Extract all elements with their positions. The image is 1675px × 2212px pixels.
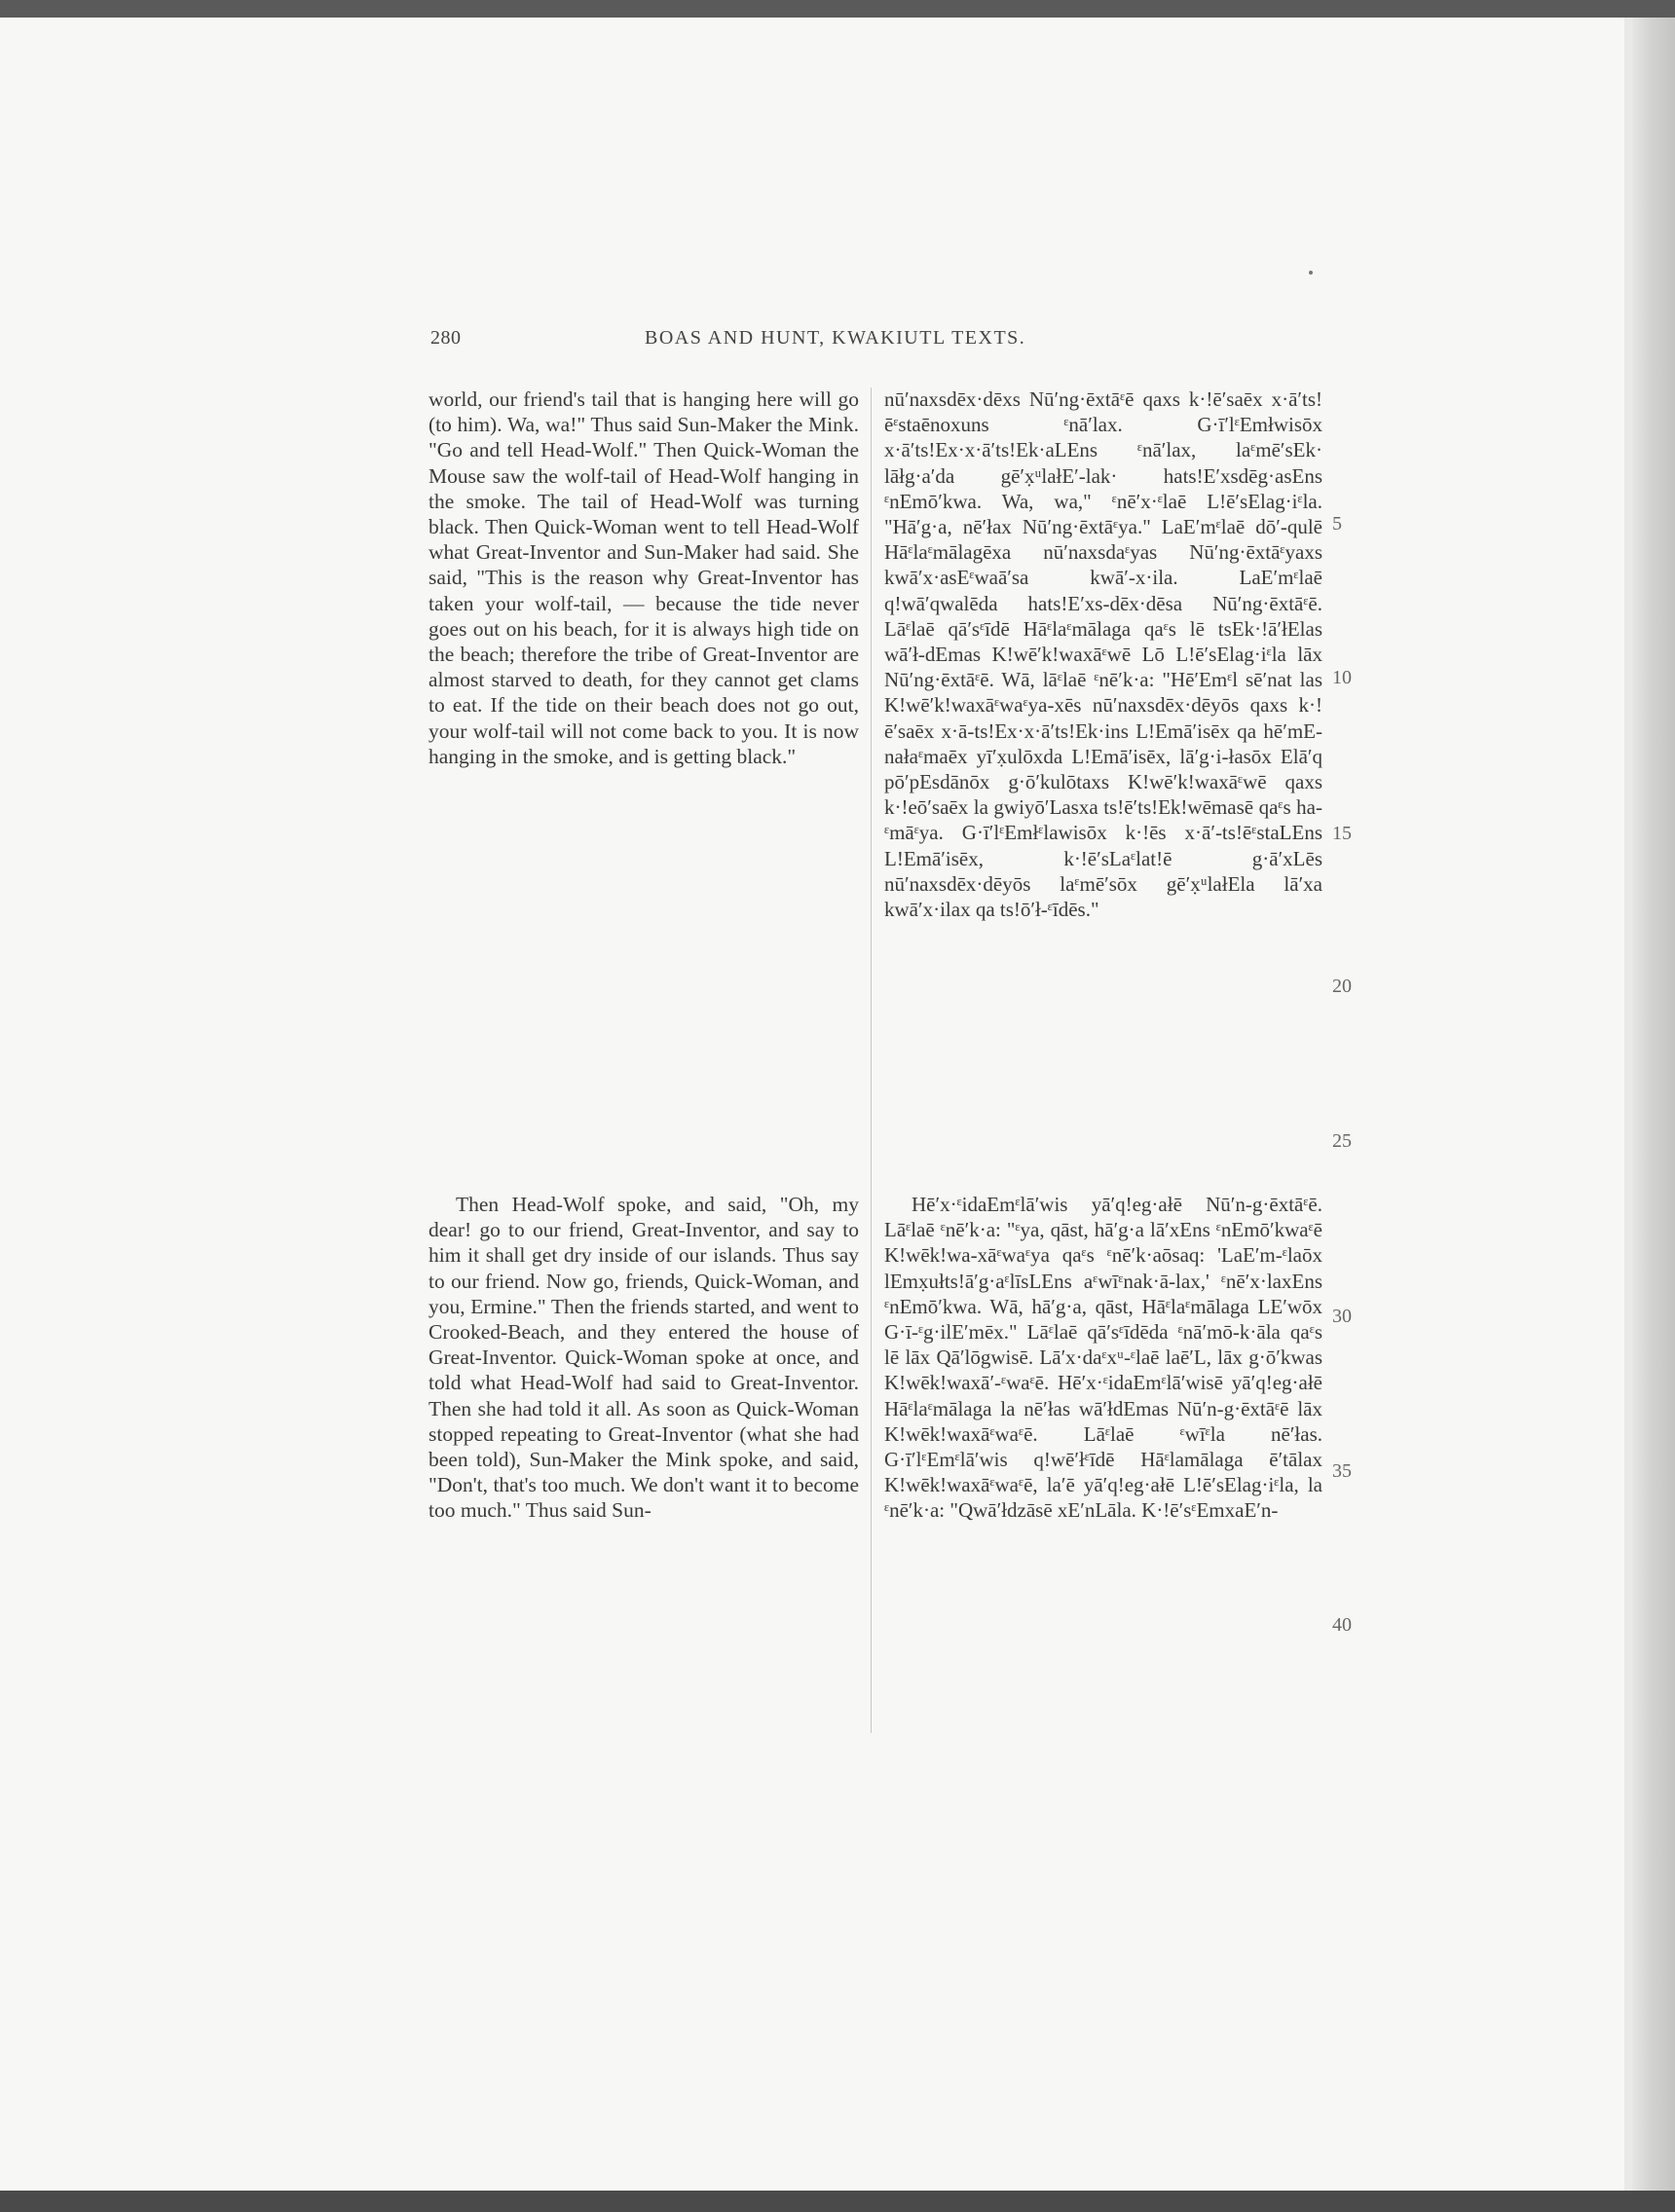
scan-speck: [1309, 271, 1313, 275]
line-number: 30: [1332, 1306, 1352, 1327]
line-number: 35: [1332, 1460, 1352, 1482]
english-paragraph-1: world, our friend's tail that is hanging here will go (to him). Wa, wa!" Thus said Sun-Maker the Mink. "Go and tell Head-Wolf." Then Quick-Woman the Mouse saw the wolf-tail of Head-Wolf hanging in the smoke. The tail of Head-Wolf was turning black. Then Quick-Woman went to tell Head-Wolf what Great-Inventor and Sun-Maker had said. She said, "This is the reason why Great-Inventor has taken your wolf-tail, — because the tide never goes out on his beach, for it is always high tide on the beach; therefore the tribe of Great-Inventor are almost starved to death, for they cannot get clams to eat. If the tide on their beach does not go out, your wolf-tail will not come back to you. It is now hanging in the smoke, and is getting black.": [428, 387, 859, 768]
line-number: 20: [1332, 976, 1352, 997]
english-column-top: [428, 387, 859, 769]
kwakiutl-column-top: [884, 387, 1322, 922]
scan-border-top: [0, 0, 1675, 18]
line-number: 25: [1332, 1130, 1352, 1152]
line-number: 10: [1332, 667, 1352, 688]
scan-border-bottom: [0, 2191, 1675, 2212]
kwakiutl-paragraph-2: Hē′x·ᵋidaEmᵋlā′wis yā′q!eg·ałē Nū′n-g·ēxtāᵋē. Lāᵋlaē ᵋnē′k·a: "ᵋya, qāst, hā′g·a lā′xEns ᵋnEmō′kwaᵋē K!wēk!wa-xāᵋwaᵋya qaᵋs ᵋnē′k·aōsaq: 'LaE′m-ᵋlaōx lEmx̣ułts!ā′g·aᵋlīsLEns aᵋwīᵋnak·ā-lax,' ᵋnē′x·laxEns ᵋnEmō′kwa. Wā, hā′g·a, qāst, Hāᵋlaᵋmālaga LE′wōx G·ī-ᵋg·ilE′mēx." Lāᵋlaē qā′sᵋīdēda ᵋnā′mō-k·āla qaᵋs lē lāx Qā′lōgwisē. Lā′x·daᵋxᵘ-ᵋlaē laē′L, lāx g·ō′kwas K!wēk!waxā′-ᵋwaᵋē. Hē′x·ᵋidaEmᵋlā′wisē yā′q!eg·ałē Hāᵋlaᵋmālaga la nē′łas wā′łdEmas Nū′n-g·ēxtāᵋē lāx K!wēk!waxāᵋwaᵋē. Lāᵋlaē ᵋwīᵋla nē′łas. G·ī′lᵋEmᵋlā′wis q!wē′łᵋīdē Hāᵋlamālaga ē′tālax K!wēk!waxāᵋwaᵋē, la′ē yā′q!eg·ałē L!ē′sElag·iᵋla, la ᵋnē′k·a: "Qwā′łdzāsē xE′nLāla. K·!ē′sᵋEmxaE′n-: [884, 1193, 1322, 1523]
line-number: 40: [1332, 1614, 1352, 1636]
kwakiutl-paragraph-1: nū′naxsdēx·dēxs Nū′ng·ēxtāᵋē qaxs k·!ē′saēx x·ā′ts!ēᵋstaēnoxuns ᵋnā′lax. G·ī′lᵋEmłwisōx x·ā′ts!Ex·x·ā′ts!Ek·aLEns ᵋnā′lax, laᵋmē′sEk· lāłg·a′da gē′x̣ᵘlałE′-lak· hats!E′xsdēg·asEns ᵋnEmō′kwa. Wa, wa," ᵋnē′x·ᵋlaē L!ē′sElag·iᵋla. "Hā′g·a, nē′łax Nū′ng·ēxtāᵋya." LaE′mᵋlaē dō′-qulē Hāᵋlaᵋmālagēxa nū′naxsdaᵋyas Nū′ng·ēxtāᵋyaxs kwā′x·asEᵋwaā′sa kwā′-x·ila. LaE′mᵋlaē q!wā′qwalēda hats!E′xs-dēx·dēsa Nū′ng·ēxtāᵋē. Lāᵋlaē qā′sᵋīdē Hāᵋlaᵋmālaga qaᵋs lē tsEk·!ā′łElas wā′ł-dEmas K!wē′k!waxāᵋwē Lō L!ē′sElag·iᵋla lāx Nū′ng·ēxtāᵋē. Wā, lāᵋlaē ᵋnē′k·a: "Hē′Emᵋl sē′nat las K!wē′k!waxāᵋwaᵋya-xēs nū′naxsdēx·dēyōs qaxs k·!ē′saēx x·ā-ts!Ex·x·ā′ts!Ek·ins L!Emā′isēx qa hē′mE-nałaᵋmaēx yī′x̣ulōxda L!Emā′isēx, lā′g·i-łasōx Elā′q pō′pEsdānōx g·ō′kulōtaxs K!wē′k!waxāᵋwē qaxs k·!eō′saēx la gwiyō′Lasxa ts!ē′ts!Ek!wēmasē qaᵋs ha-ᵋmāᵋya. G·ī′lᵋEmłᵋlawisōx k·!ēs x·ā′-ts!ēᵋstaLEns L!Emā′isēx, k·!ē′sLaᵋlat!ē g·ā′xLēs nū′naxsdēx·dēyōs laᵋmē′sōx gē′x̣ᵘlałEla lā′xa kwā′x·ilax qa ts!ō′ł-ᵋīdēs.": [884, 387, 1322, 922]
line-number: 15: [1332, 823, 1352, 844]
line-number: 5: [1332, 513, 1342, 535]
english-paragraph-2: Then Head-Wolf spoke, and said, "Oh, my dear! go to our friend, Great-Inventor, and say to him it shall get dry inside of our islands. Thus say to our friend. Now go, friends, Quick-Woman, and you, Ermine." Then the friends started, and went to Crooked-Beach, and they entered the house of Great-Inventor. Quick-Woman spoke at once, and told what Head-Wolf had said to Great-Inventor. Then she had told it all. As soon as Quick-Woman stopped repeating to Great-Inventor (what she had been told), Sun-Maker the Mink spoke, and said, "Don't, that's too much. We don't want it to become too much." Thus said Sun-: [428, 1193, 859, 1523]
english-column-bottom: [428, 1192, 859, 1524]
column-divider: [871, 387, 872, 1733]
kwakiutl-column-bottom: [884, 1192, 1322, 1524]
running-header: [430, 327, 1102, 356]
page-edge-shadow: [1624, 18, 1632, 2191]
running-title: BOAS AND HUNT, KWAKIUTL TEXTS.: [645, 327, 1026, 349]
book-spine-edge: [1632, 18, 1675, 2191]
page-number: 280: [430, 327, 462, 349]
